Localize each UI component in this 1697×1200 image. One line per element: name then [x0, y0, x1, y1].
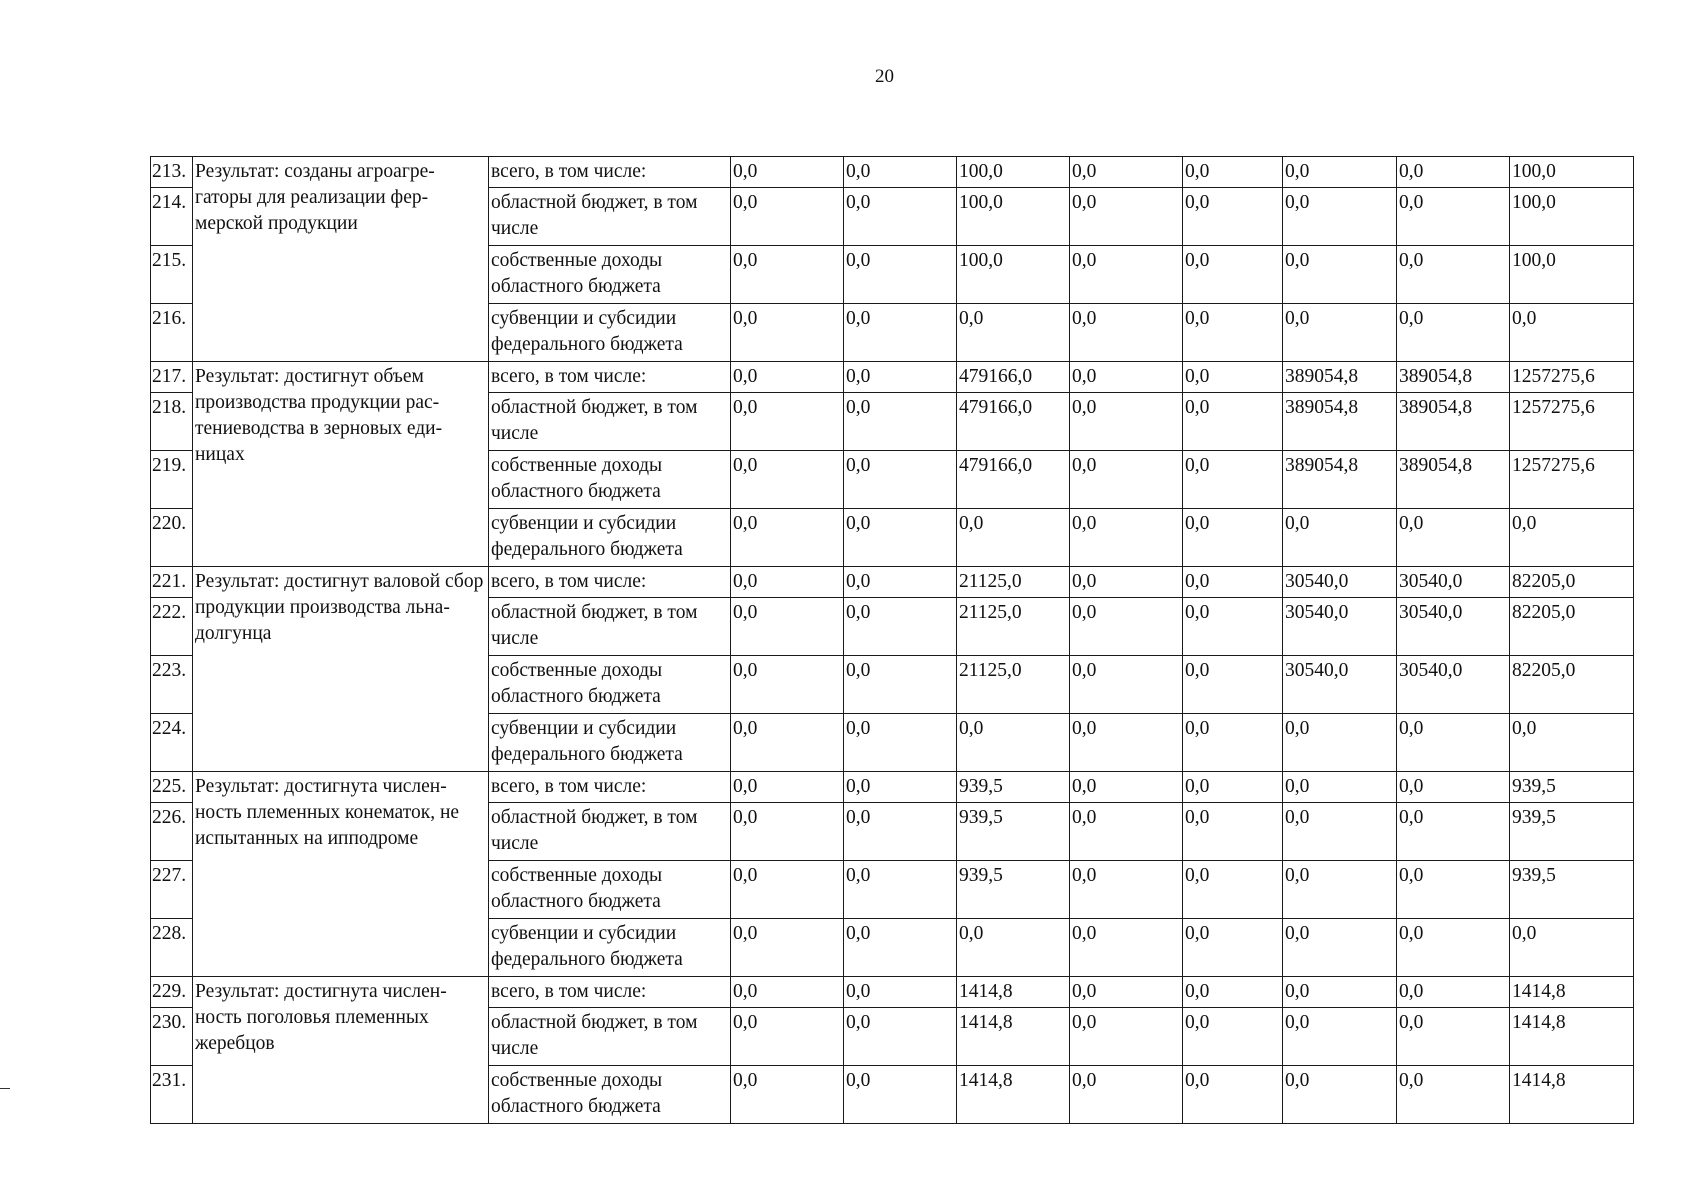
amount-cell: 0,0	[844, 598, 957, 656]
amount-cell: 939,5	[1510, 803, 1634, 861]
amount-cell: 1257275,6	[1510, 393, 1634, 451]
amount-cell: 0,0	[1183, 393, 1283, 451]
amount-cell: 0,0	[1397, 1066, 1510, 1124]
amount-cell: 0,0	[731, 393, 844, 451]
amount-cell: 0,0	[731, 451, 844, 509]
amount-cell: 0,0	[1397, 714, 1510, 772]
row-number: 217.	[151, 362, 193, 393]
amount-cell: 0,0	[1070, 656, 1183, 714]
row-number: 216.	[151, 304, 193, 362]
amount-cell: 0,0	[1183, 919, 1283, 977]
table-row	[151, 362, 1634, 393]
amount-cell: 0,0	[957, 714, 1070, 772]
amount-cell: 479166,0	[957, 362, 1070, 393]
amount-cell: 0,0	[1510, 304, 1634, 362]
amount-cell: 30540,0	[1283, 598, 1397, 656]
amount-cell: 0,0	[1283, 246, 1397, 304]
amount-cell: 0,0	[1070, 772, 1183, 803]
table-body	[151, 157, 1634, 1124]
amount-cell: 939,5	[1510, 861, 1634, 919]
row-number: 229.	[151, 977, 193, 1008]
amount-cell: 389054,8	[1397, 393, 1510, 451]
amount-cell: 0,0	[1283, 919, 1397, 977]
amount-cell: 21125,0	[957, 656, 1070, 714]
amount-cell: 0,0	[1283, 714, 1397, 772]
amount-cell: 939,5	[1510, 772, 1634, 803]
amount-cell: 0,0	[1397, 803, 1510, 861]
amount-cell: 0,0	[1397, 188, 1510, 246]
amount-cell: 0,0	[1183, 1008, 1283, 1066]
amount-cell: 0,0	[1283, 1008, 1397, 1066]
amount-cell: 0,0	[844, 451, 957, 509]
funding-source: всего, в том числе:	[489, 362, 731, 393]
funding-source: областной бюджет, в том числе	[489, 598, 731, 656]
amount-cell: 0,0	[731, 362, 844, 393]
amount-cell: 82205,0	[1510, 656, 1634, 714]
funding-source: всего, в том числе:	[489, 157, 731, 188]
result-description: Результат: достигнут объем производства продукции рас-тениеводства в зерновых еди-ницах	[193, 362, 489, 567]
amount-cell: 0,0	[1283, 977, 1397, 1008]
amount-cell: 0,0	[1183, 714, 1283, 772]
amount-cell: 30540,0	[1397, 567, 1510, 598]
amount-cell: 0,0	[844, 246, 957, 304]
row-number: 227.	[151, 861, 193, 919]
row-number: 215.	[151, 246, 193, 304]
funding-source: областной бюджет, в том числе	[489, 1008, 731, 1066]
amount-cell: 0,0	[1397, 157, 1510, 188]
amount-cell: 1414,8	[1510, 977, 1634, 1008]
table-row	[151, 977, 1634, 1008]
amount-cell: 0,0	[731, 598, 844, 656]
amount-cell: 0,0	[1397, 977, 1510, 1008]
amount-cell: 0,0	[731, 714, 844, 772]
result-description: Результат: созданы агроагре-гаторы для реализации фер-мерской продукции	[193, 157, 489, 362]
amount-cell: 0,0	[731, 656, 844, 714]
funding-source: всего, в том числе:	[489, 567, 731, 598]
amount-cell: 100,0	[1510, 188, 1634, 246]
funding-source: собственные доходы областного бюджета	[489, 246, 731, 304]
amount-cell: 0,0	[1183, 598, 1283, 656]
row-number: 218.	[151, 393, 193, 451]
funding-source: областной бюджет, в том числе	[489, 393, 731, 451]
amount-cell: 0,0	[1070, 362, 1183, 393]
amount-cell: 30540,0	[1283, 656, 1397, 714]
amount-cell: 0,0	[844, 714, 957, 772]
amount-cell: 0,0	[731, 919, 844, 977]
amount-cell: 82205,0	[1510, 567, 1634, 598]
amount-cell: 0,0	[1397, 1008, 1510, 1066]
amount-cell: 0,0	[1397, 919, 1510, 977]
funding-source: собственные доходы областного бюджета	[489, 861, 731, 919]
amount-cell: 0,0	[1283, 188, 1397, 246]
amount-cell: 100,0	[1510, 246, 1634, 304]
amount-cell: 389054,8	[1283, 451, 1397, 509]
margin-mark	[0, 1088, 10, 1089]
funding-source: областной бюджет, в том числе	[489, 188, 731, 246]
amount-cell: 0,0	[844, 1066, 957, 1124]
amount-cell: 0,0	[1183, 977, 1283, 1008]
amount-cell: 0,0	[1183, 362, 1283, 393]
amount-cell: 0,0	[844, 977, 957, 1008]
amount-cell: 0,0	[1283, 861, 1397, 919]
amount-cell: 0,0	[1070, 451, 1183, 509]
amount-cell: 0,0	[1070, 803, 1183, 861]
amount-cell: 0,0	[844, 157, 957, 188]
amount-cell: 0,0	[731, 304, 844, 362]
amount-cell: 0,0	[1183, 567, 1283, 598]
amount-cell: 0,0	[731, 567, 844, 598]
amount-cell: 0,0	[1397, 509, 1510, 567]
amount-cell: 0,0	[731, 861, 844, 919]
amount-cell: 0,0	[1070, 393, 1183, 451]
amount-cell: 939,5	[957, 803, 1070, 861]
amount-cell: 0,0	[1183, 509, 1283, 567]
amount-cell: 389054,8	[1397, 362, 1510, 393]
amount-cell: 1414,8	[1510, 1008, 1634, 1066]
table-row	[151, 772, 1634, 803]
amount-cell: 0,0	[731, 803, 844, 861]
amount-cell: 0,0	[844, 393, 957, 451]
amount-cell: 939,5	[957, 772, 1070, 803]
amount-cell: 100,0	[957, 157, 1070, 188]
amount-cell: 0,0	[1070, 304, 1183, 362]
funding-source: субвенции и субсидии федерального бюджета	[489, 304, 731, 362]
amount-cell: 389054,8	[1283, 362, 1397, 393]
amount-cell: 0,0	[844, 362, 957, 393]
amount-cell: 0,0	[1070, 977, 1183, 1008]
amount-cell: 0,0	[957, 304, 1070, 362]
amount-cell: 0,0	[731, 509, 844, 567]
funding-source: собственные доходы областного бюджета	[489, 656, 731, 714]
amount-cell: 0,0	[1183, 246, 1283, 304]
row-number: 219.	[151, 451, 193, 509]
amount-cell: 100,0	[957, 188, 1070, 246]
amount-cell: 0,0	[731, 1066, 844, 1124]
amount-cell: 0,0	[1397, 304, 1510, 362]
funding-source: собственные доходы областного бюджета	[489, 451, 731, 509]
amount-cell: 389054,8	[1397, 451, 1510, 509]
amount-cell: 1257275,6	[1510, 362, 1634, 393]
budget-table	[150, 156, 1634, 1124]
amount-cell: 0,0	[844, 567, 957, 598]
result-description: Результат: достигнута числен-ность поголовья племенных жеребцов	[193, 977, 489, 1124]
amount-cell: 479166,0	[957, 451, 1070, 509]
funding-source: собственные доходы областного бюджета	[489, 1066, 731, 1124]
amount-cell: 1414,8	[1510, 1066, 1634, 1124]
row-number: 225.	[151, 772, 193, 803]
amount-cell: 1414,8	[957, 1066, 1070, 1124]
row-number: 221.	[151, 567, 193, 598]
amount-cell: 0,0	[1283, 509, 1397, 567]
amount-cell: 0,0	[731, 772, 844, 803]
row-number: 222.	[151, 598, 193, 656]
amount-cell: 0,0	[1283, 304, 1397, 362]
funding-source: субвенции и субсидии федерального бюджета	[489, 919, 731, 977]
row-number: 214.	[151, 188, 193, 246]
amount-cell: 0,0	[1183, 803, 1283, 861]
amount-cell: 0,0	[1070, 1008, 1183, 1066]
amount-cell: 30540,0	[1283, 567, 1397, 598]
funding-source: субвенции и субсидии федерального бюджета	[489, 509, 731, 567]
amount-cell: 1414,8	[957, 1008, 1070, 1066]
amount-cell: 0,0	[1183, 157, 1283, 188]
row-number: 231.	[151, 1066, 193, 1124]
funding-source: всего, в том числе:	[489, 772, 731, 803]
amount-cell: 0,0	[1510, 509, 1634, 567]
row-number: 224.	[151, 714, 193, 772]
amount-cell: 0,0	[844, 188, 957, 246]
amount-cell: 0,0	[1397, 772, 1510, 803]
amount-cell: 0,0	[844, 304, 957, 362]
amount-cell: 0,0	[731, 1008, 844, 1066]
amount-cell: 0,0	[1183, 656, 1283, 714]
amount-cell: 0,0	[1070, 861, 1183, 919]
amount-cell: 1257275,6	[1510, 451, 1634, 509]
amount-cell: 0,0	[1510, 919, 1634, 977]
amount-cell: 30540,0	[1397, 656, 1510, 714]
amount-cell: 0,0	[844, 509, 957, 567]
result-description: Результат: достигнута числен-ность племенных конематок, не испытанных на ипподроме	[193, 772, 489, 977]
amount-cell: 0,0	[731, 157, 844, 188]
row-number: 220.	[151, 509, 193, 567]
amount-cell: 479166,0	[957, 393, 1070, 451]
row-number: 223.	[151, 656, 193, 714]
amount-cell: 100,0	[1510, 157, 1634, 188]
amount-cell: 0,0	[1070, 567, 1183, 598]
amount-cell: 0,0	[844, 772, 957, 803]
amount-cell: 0,0	[1070, 919, 1183, 977]
amount-cell: 0,0	[1183, 304, 1283, 362]
amount-cell: 1414,8	[957, 977, 1070, 1008]
amount-cell: 0,0	[1183, 861, 1283, 919]
table-row	[151, 157, 1634, 188]
row-number: 226.	[151, 803, 193, 861]
amount-cell: 939,5	[957, 861, 1070, 919]
amount-cell: 0,0	[844, 803, 957, 861]
row-number: 230.	[151, 1008, 193, 1066]
amount-cell: 0,0	[1397, 861, 1510, 919]
page-number: 20	[875, 66, 894, 87]
amount-cell: 0,0	[1070, 188, 1183, 246]
amount-cell: 21125,0	[957, 598, 1070, 656]
amount-cell: 21125,0	[957, 567, 1070, 598]
amount-cell: 0,0	[1510, 714, 1634, 772]
amount-cell: 389054,8	[1283, 393, 1397, 451]
amount-cell: 30540,0	[1397, 598, 1510, 656]
funding-source: областной бюджет, в том числе	[489, 803, 731, 861]
amount-cell: 0,0	[844, 656, 957, 714]
amount-cell: 0,0	[1070, 157, 1183, 188]
amount-cell: 0,0	[1283, 803, 1397, 861]
amount-cell: 100,0	[957, 246, 1070, 304]
row-number: 228.	[151, 919, 193, 977]
amount-cell: 82205,0	[1510, 598, 1634, 656]
funding-source: всего, в том числе:	[489, 977, 731, 1008]
row-number: 213.	[151, 157, 193, 188]
amount-cell: 0,0	[731, 188, 844, 246]
amount-cell: 0,0	[1283, 157, 1397, 188]
amount-cell: 0,0	[1070, 714, 1183, 772]
amount-cell: 0,0	[1070, 598, 1183, 656]
amount-cell: 0,0	[844, 1008, 957, 1066]
amount-cell: 0,0	[1070, 246, 1183, 304]
amount-cell: 0,0	[844, 861, 957, 919]
amount-cell: 0,0	[1070, 509, 1183, 567]
amount-cell: 0,0	[957, 919, 1070, 977]
amount-cell: 0,0	[1070, 1066, 1183, 1124]
funding-source: субвенции и субсидии федерального бюджета	[489, 714, 731, 772]
amount-cell: 0,0	[1283, 1066, 1397, 1124]
amount-cell: 0,0	[844, 919, 957, 977]
amount-cell: 0,0	[1183, 1066, 1283, 1124]
amount-cell: 0,0	[1183, 451, 1283, 509]
amount-cell: 0,0	[1183, 188, 1283, 246]
amount-cell: 0,0	[1397, 246, 1510, 304]
amount-cell: 0,0	[731, 977, 844, 1008]
amount-cell: 0,0	[1183, 772, 1283, 803]
amount-cell: 0,0	[957, 509, 1070, 567]
result-description: Результат: достигнут валовой сбор продукции производства льна-долгунца	[193, 567, 489, 772]
amount-cell: 0,0	[1283, 772, 1397, 803]
amount-cell: 0,0	[731, 246, 844, 304]
table-row	[151, 567, 1634, 598]
